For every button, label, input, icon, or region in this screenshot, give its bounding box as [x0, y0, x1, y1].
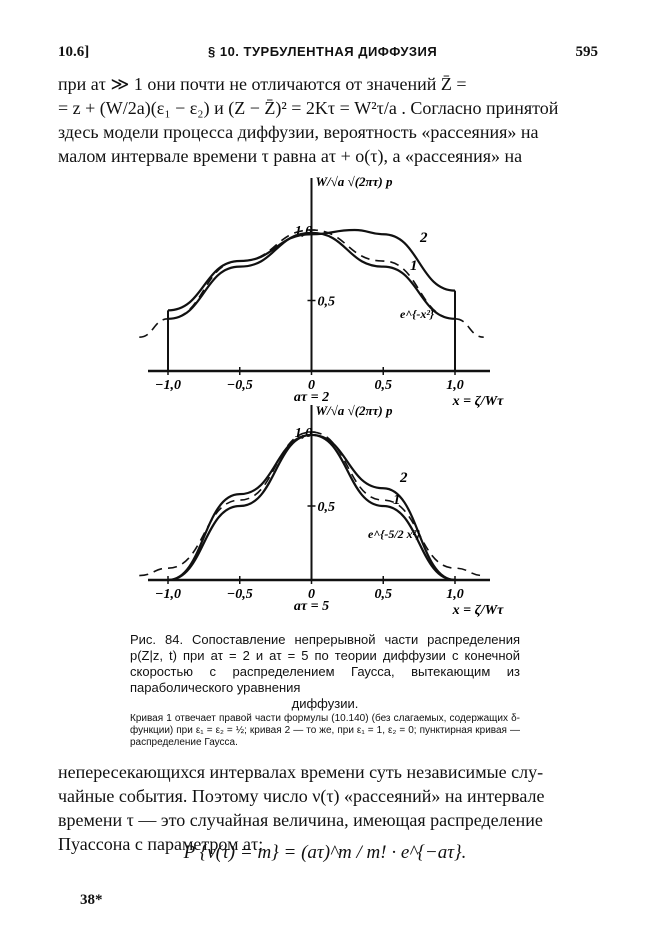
curve-label: e^{-5/2 x²} [368, 527, 421, 541]
x-tick-label: 0,5 [374, 587, 392, 602]
x-tick-label: 0 [308, 378, 315, 393]
text-line: здесь модели процесса диффузии, вероятность «рассеяния» на [58, 122, 539, 142]
page-header [58, 44, 598, 68]
y-tick-label: 1,0 [294, 426, 313, 441]
x-axis-label: x = ζ/Wτ [452, 603, 504, 618]
text-line: Пуассона с параметром aτ: [58, 834, 264, 854]
x-tick-label: −1,0 [155, 378, 181, 393]
y-tick-label: 0,5 [317, 294, 335, 310]
text-line: малом интервале времени τ равна aτ + o(τ), а «рассеяния» на [58, 146, 523, 166]
caption-title: Рис. 84. Сопоставление непрерывной части распределения p(Z|z, t) при aτ = 2 и aτ = 5 по теории диффузии с конечной скоростью с распределением Гаусса, вытекающим из параболического уравнения [130, 632, 520, 695]
x-tick-label: −1,0 [155, 587, 181, 602]
section-number: 10.6] [58, 44, 90, 60]
figure-caption [130, 632, 520, 712]
top-paragraph [58, 72, 588, 168]
chart-at-2 [139, 174, 504, 409]
x-tick-label: −0,5 [226, 378, 253, 393]
text-line: непересекающихся интервалах времени суть независимые слу- [58, 762, 544, 782]
poisson-formula: P {ν(τ) = m} = (aτ)^m / m! · e^{−aτ}. [183, 842, 467, 863]
x-tick-label: 1,0 [446, 587, 464, 602]
curve-label: 1 [410, 258, 418, 274]
y-tick-label: 1,0 [294, 224, 313, 239]
text-line: при aτ ≫ 1 они почти не отличаются от значений Z̄ = [58, 74, 467, 94]
text-line: чайные события. Поэтому число ν(τ) «рассеяний» на интервале [58, 786, 545, 806]
figure-84 [0, 170, 650, 630]
curve-label: e^{-x²} [400, 307, 435, 321]
text-line: времени τ — это случайная величина, имеющая распределение [58, 810, 543, 830]
chart-at-5 [139, 403, 504, 618]
running-title: § 10. ТУРБУЛЕНТНАЯ ДИФФУЗИЯ [208, 44, 438, 59]
x-tick-label: 0,5 [374, 378, 392, 393]
x-tick-label: 1,0 [446, 378, 464, 393]
curve-label: 2 [400, 470, 408, 486]
text-line: = z + (W/2a)(ε₁ − ε₂) и (Z − Z̄)² = 2Kτ = W²τ/a . Согласно принятой [58, 98, 559, 118]
y-axis-label: W/√a √(2πτ) p [315, 174, 393, 189]
curve-label: 1 [393, 492, 401, 508]
page-number: 595 [575, 44, 598, 60]
caption-title-end: диффузии. [291, 696, 359, 711]
x-tick-label: −0,5 [226, 587, 253, 602]
x-tick-label: 0 [308, 587, 315, 602]
caption-note: Кривая 1 отвечает правой части формулы (10.140) (без слагаемых, содержащих δ-функции) при ε₁ = ε₂ = ½; кривая 2 — то же, при ε₁ = 1, ε₂ = 0; пунктирная кривая — распределение Гаусса. [130, 713, 520, 748]
signature-mark: 38* [80, 892, 103, 908]
curve-label: 2 [420, 230, 428, 246]
x-axis-label: x = ζ/Wτ [452, 394, 504, 409]
y-axis-label: W/√a √(2πτ) p [315, 403, 393, 418]
y-tick-label: 0,5 [317, 500, 335, 515]
chart-title: aτ = 2 [293, 390, 330, 405]
chart-title: aτ = 5 [293, 599, 330, 614]
